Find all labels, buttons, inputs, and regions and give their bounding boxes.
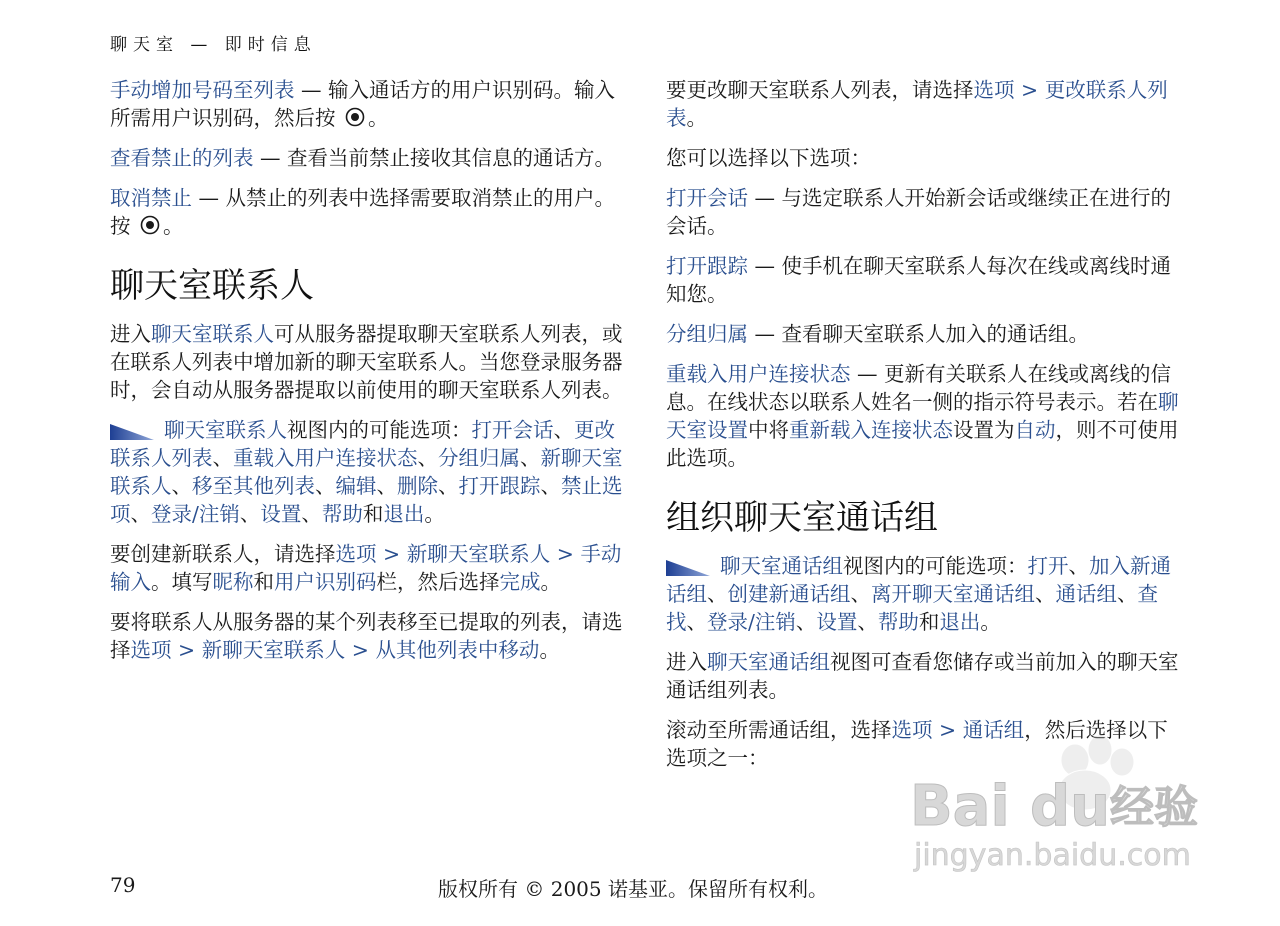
- separator: 、: [212, 446, 233, 470]
- separator: 、: [171, 474, 192, 498]
- option-item: 删除: [397, 474, 438, 498]
- separator: 、: [520, 446, 541, 470]
- section-heading-chat-groups: 组织聊天室通话组: [666, 498, 938, 538]
- section-heading-chat-contacts: 聊天室联系人: [110, 266, 314, 306]
- separator: 、: [707, 582, 728, 606]
- separator: 、: [686, 610, 707, 634]
- paragraph-view-blocked: 查看禁止的列表 — 查看当前禁止接收其信息的通话方。: [110, 146, 616, 170]
- running-header: 聊天室 — 即时信息: [110, 35, 317, 55]
- paragraph-group-membership: 分组归属 — 查看聊天室联系人加入的通话组。: [666, 322, 1090, 346]
- option-unblock: 取消禁止: [110, 186, 192, 210]
- option-item: 打开会话: [471, 418, 554, 442]
- separator: 、: [239, 502, 261, 526]
- paragraph-open-tracking: 打开跟踪 — 使手机在聊天室联系人每次在线或离线时通知您。: [666, 254, 1172, 306]
- option-item: 加入新通话组: [666, 554, 1171, 606]
- option-item: 设置: [816, 610, 858, 634]
- separator: 、: [315, 474, 336, 498]
- option-item: 分组归属: [438, 446, 520, 470]
- option-item: 更改联系人列表: [110, 418, 615, 470]
- option-item: 帮助: [321, 502, 363, 526]
- separator: 、: [130, 502, 151, 526]
- option-item: 查找: [666, 582, 1158, 634]
- paragraph-reload-status: 重载入用户连接状态 — 更新有关联系人在线或离线的信息。在线状态以联系人姓名一侧的指示符号表示。若在聊天室设置中将重新载入连接状态设置为自动，则不可使用此选项。: [666, 362, 1179, 470]
- option-item: 帮助: [877, 610, 919, 634]
- left-column: [110, 76, 630, 676]
- option-view-blocked-list: 查看禁止的列表: [110, 146, 254, 170]
- separator: 、: [1117, 582, 1138, 606]
- separator: 、: [376, 474, 397, 498]
- separator: 、: [850, 582, 871, 606]
- paragraph-choose-options: 您可以选择以下选项：: [666, 146, 871, 170]
- conjunction: 和: [362, 502, 384, 526]
- paragraph-groups-options: 聊天室通话组视图内的可能选项：打开、加入新通话组、创建新通话组、离开聊天室通话组、通话组、查找、登录/注销、设置、帮助和退出。: [666, 554, 1171, 634]
- select-key-icon: [344, 106, 366, 128]
- paragraph-create-contact: 要创建新联系人，请选择选项 > 新聊天室联系人 > 手动输入。填写昵称和用户识别码栏，然后选择完成。: [110, 542, 622, 594]
- svg-text:du: du: [1030, 774, 1110, 839]
- option-item: 编辑: [335, 474, 377, 498]
- separator: 、: [553, 418, 574, 442]
- select-key-icon: [139, 214, 161, 236]
- separator: 、: [540, 474, 561, 498]
- paragraph-open-conversation: 打开会话 — 与选定联系人开始新会话或继续正在进行的会话。: [666, 186, 1172, 238]
- paragraph-chat-contacts-intro: 进入聊天室联系人可从服务器提取聊天室联系人列表，或在联系人列表中增加新的聊天室联系人。当您登录服务器时，会自动从服务器提取以前使用的聊天室联系人列表。: [110, 322, 623, 402]
- option-item: 登录/注销: [707, 610, 796, 634]
- option-item-exit: 退出: [939, 610, 981, 634]
- svg-text:经验: 经验: [1110, 782, 1198, 833]
- paragraph-unblock: 取消禁止 — 从禁止的列表中选择需要取消禁止的用户。按 。: [110, 186, 616, 238]
- option-item: 新聊天室联系人: [110, 446, 623, 498]
- paragraph-move-contact: 要将联系人从服务器的某个列表移至已提取的列表，请选择选项 > 新聊天室联系人 > 从其他列表中移动。: [110, 610, 623, 662]
- option-item: 通话组: [1055, 582, 1117, 606]
- paragraph-change-list: 要更改聊天室联系人列表，请选择选项 > 更改联系人列表。: [666, 78, 1168, 130]
- separator: 、: [857, 610, 878, 634]
- separator: 、: [1068, 554, 1089, 578]
- option-item: 打开: [1027, 554, 1069, 578]
- svg-text:jingyan.baidu.com: jingyan.baidu.com: [914, 838, 1191, 873]
- option-item: 登录/注销: [151, 502, 240, 526]
- separator: 、: [1035, 582, 1056, 606]
- right-column: [666, 76, 1186, 784]
- paragraph-add-number: 手动增加号码至列表 — 输入通话方的用户识别码。输入所需用户识别码，然后按 。: [110, 78, 616, 130]
- separator: 、: [438, 474, 459, 498]
- separator: 、: [417, 446, 438, 470]
- separator: 、: [301, 502, 322, 526]
- tip-arrow-icon: [666, 558, 710, 576]
- page-number: 79: [110, 873, 136, 897]
- punctuation: 。: [424, 502, 445, 526]
- separator: 、: [795, 610, 817, 634]
- option-item: 创建新通话组: [727, 582, 851, 606]
- option-item: 打开跟踪: [458, 474, 541, 498]
- option-item: 禁止选项: [110, 474, 623, 526]
- tip-arrow-icon: [110, 422, 154, 440]
- svg-text:Bai: Bai: [910, 774, 1010, 839]
- paragraph-contacts-options: 聊天室联系人视图内的可能选项：打开会话、更改联系人列表、重载入用户连接状态、分组归属、新聊天室联系人、移至其他列表、编辑、删除、打开跟踪、禁止选项、登录/注销、设置、帮助和退出。: [110, 418, 623, 526]
- punctuation: 。: [980, 610, 1001, 634]
- conjunction: 和: [918, 610, 940, 634]
- paragraph-scroll-group: 滚动至所需通话组，选择选项 > 通话组，然后选择以下选项之一：: [666, 718, 1168, 770]
- option-item: 移至其他列表: [192, 474, 315, 498]
- paragraph-groups-intro: 进入聊天室通话组视图可查看您储存或当前加入的聊天室通话组列表。: [666, 650, 1179, 702]
- option-item: 设置: [260, 502, 302, 526]
- option-add-number-to-list: 手动增加号码至列表: [110, 78, 295, 102]
- copyright-notice: 版权所有 © 2005 诺基亚。保留所有权利。: [438, 877, 828, 901]
- option-item: 重载入用户连接状态: [233, 446, 418, 470]
- option-item: 离开聊天室通话组: [871, 582, 1035, 606]
- option-item-exit: 退出: [383, 502, 425, 526]
